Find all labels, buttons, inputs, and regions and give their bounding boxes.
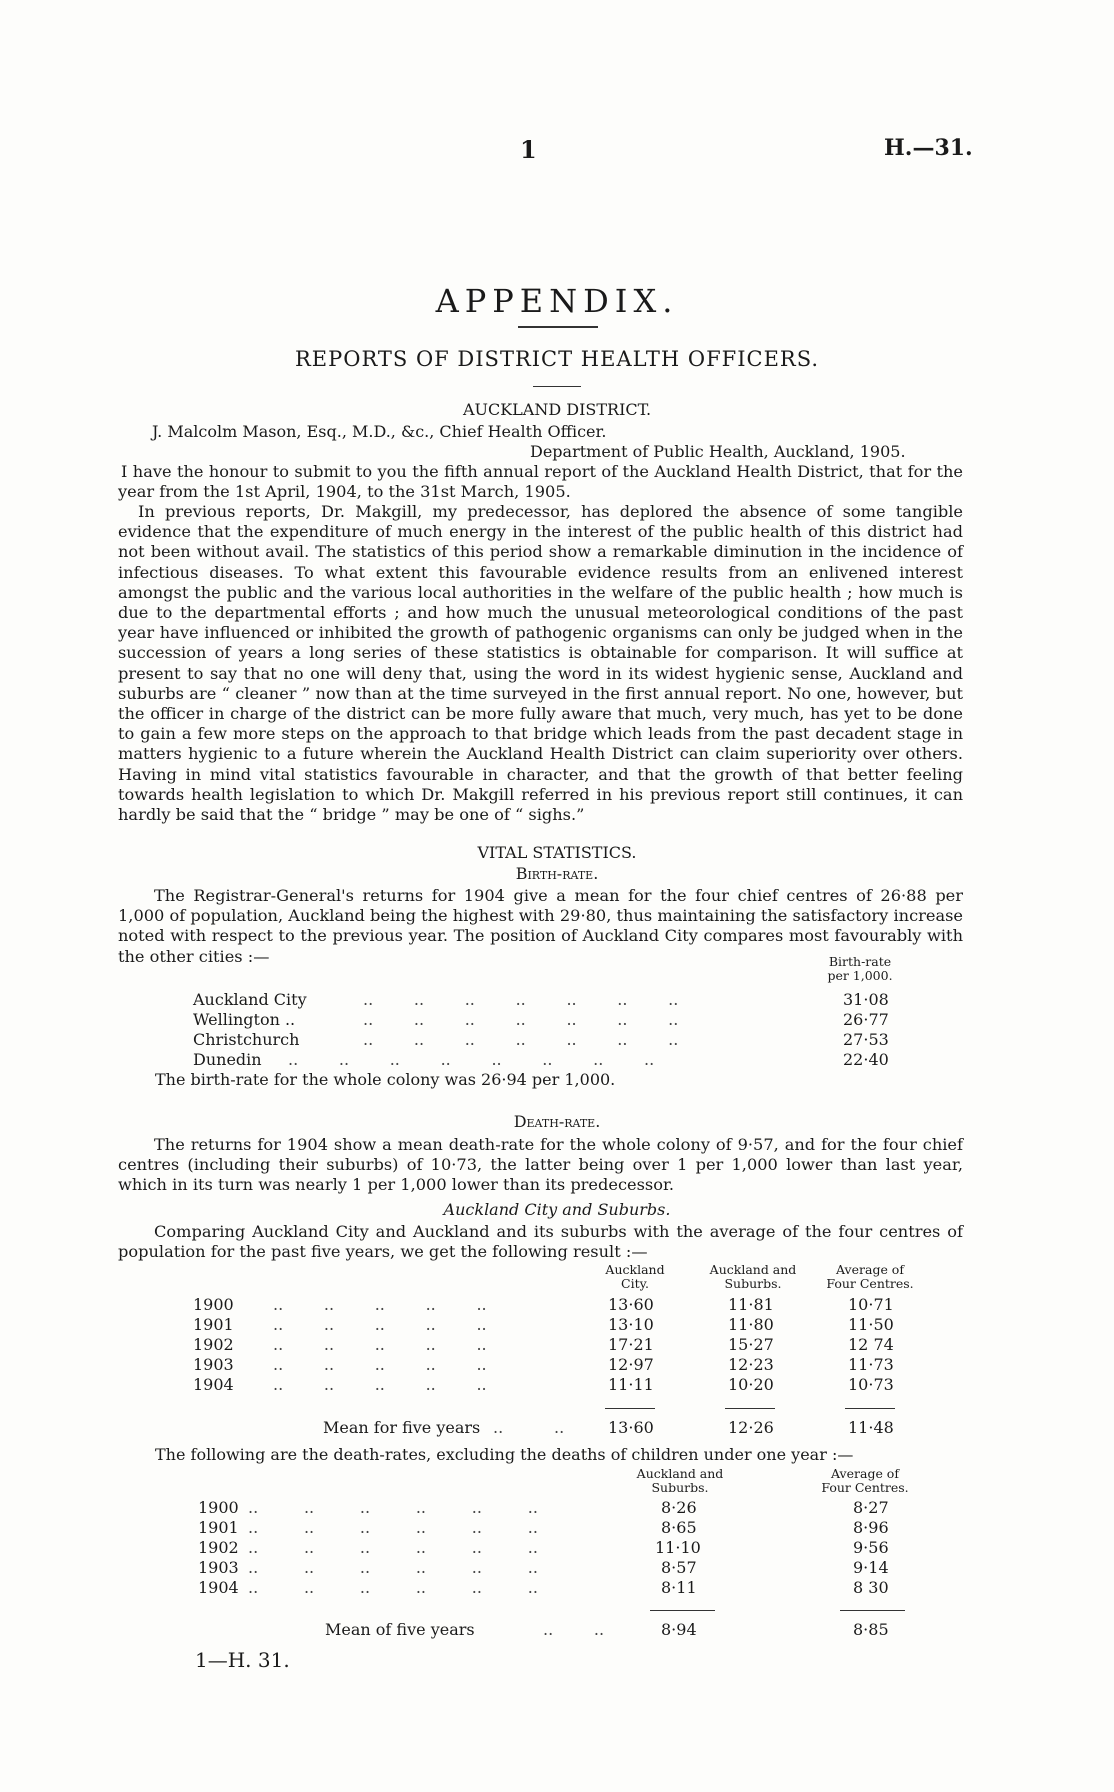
column-header-auckland-suburbs-2: Auckland and Suburbs.	[636, 1466, 724, 1495]
birth-column-header: Birth-rate per 1,000.	[827, 954, 893, 983]
page-title: APPENDIX.	[435, 282, 679, 320]
table-rule	[725, 1408, 775, 1409]
suburbs-heading: Auckland City and Suburbs.	[443, 1200, 671, 1219]
column-header-four-centres-2: Average of Four Centres.	[821, 1466, 909, 1495]
page-number: 1	[520, 135, 537, 164]
sender-line: Department of Public Health, Auckland, 1905.	[530, 442, 906, 461]
column-header-auckland-city: Auckland City.	[605, 1262, 665, 1291]
birth-rate-heading: Birth-rate.	[515, 864, 599, 883]
page-subtitle: REPORTS OF DISTRICT HEALTH OFFICERS.	[294, 347, 820, 371]
death-rate-paragraph: The returns for 1904 show a mean death-rate for the whole colony of 9·57, and for the four chief centres (including their suburbs) of 10·73, the latter being over 1 per 1,000 lower than last year, which in its turn was nearly 1 per 1,000 lower than its predecessor.	[118, 1135, 963, 1195]
table-rule	[650, 1610, 715, 1611]
page-footer: 1—H. 31.	[195, 1648, 290, 1672]
document-page: 1 H.—31. APPENDIX. REPORTS OF DISTRICT HEALTH OFFICERS. AUCKLAND DISTRICT. J. Malcolm Mason, Esq., M.D., &c., Chief Health Officer. Department of Public Health, Auckland, 1905. I have the honour to submit to you the fifth annual report of the Auckland Health District, that for the year from the 1st April, 1904, to the 31st March, 1905. In previous reports, Dr. Makgill, my predecessor, has deplored the absence of some tangible evidence that the expenditure of much energy in the interest of the public health of this district had not been without avail. The statistics of this period show a remarkable diminution in the incidence of infectious diseases. To what extent this favourable evidence results from an enlivened interest amongst the public and the various local authorities in the welfare of the public health ; how much is due to the departmental efforts ; and how much the unusual meteorological conditions of the past year have influenced or inhibited the growth of pathogenic organisms can only be judged when in the succession of years a long series of these statistics is obtainable for comparison. It will suffice at present to say that no one will deny that, using the word in its widest hygienic sense, Auckland and suburbs are “ cleaner ” now than at the time surveyed in the first annual report. No one, however, but the officer in charge of the district can be more fully aware that much, very much, has yet to be done to gain a few more steps on the approach to that bridge which leads from the past decadent stage in matters hygienic to a future wherein the Auckland Health District can claim superiority over others. Having in mind vital statistics favourable in character, and that the growth of that better feeling towards health legislation to which Dr. Makgill referred in his previous report still continues, it can hardly be said that the “ bridge ” may be one of “ sighs.” VITAL STATISTICS. Birth-rate. The Registrar-General's returns for 1904 give a mean for the four chief centres of 26·88 per 1,000 of population, Auckland being the highest with 29·80, thus maintaining the satisfactory increase noted with respect to the previous year. The position of Auckland City compares most favourably with the other cities :— Birth-rate per 1,000. Auckland City .. .. .. .. .. .. .. 31·08 Wellington .. .. .. .. .. .. .. .. 26·77 Christchurch .. .. .. .. .. .. .. 27·53 Dunedin .. .. .. .. .. .. .. .. 22·40 The birth-rate for the whole colony was 26·94 per 1,000. Death-rate. The returns for 1904 show a mean death-rate for the whole colony of 9·57, and for the four chief centres (including their suburbs) of 10·73, the latter being over 1 per 1,000 lower than last year, which in its turn was nearly 1 per 1,000 lower than its predecessor. Auckland City and Suburbs. Comparing Auckland City and Auckland and its suburbs with the average of the four centres of population for the past five years, we get the following result :— Auckland City. Auckland and Suburbs. Average of Four Centres. 1900 .. .. .. .. .. 13·60 11·81 10·71 1901 .. .. .. .. .. 13·10 11·80 11·50 1902 .. .. .. .. .. 17·21 15·27 12 74 1903 .. .. .. .. .. 12·97 12·23 11·73 1904 .. .. .. .. .. 11·11 10·20 10·73 Mean for five years .. .. 13·60 12·26 11·48 The following are the death-rates, excluding the deaths of children under one year :— Auckland and Suburbs. Average of Four Centres. 1900 .. .. .. .. .. .. 8·26 8·27 1901 .. .. .. .. .. .. 8·65 8·96 1902 .. .. .. .. .. .. 11·10 9·56 1903 .. .. .. .. .. .. 8·57 9·14 1904 .. .. .. .. .. .. 8·11 8 30 Mean of five years .. .. 8·94 8·85 1—H. 31.	[0, 0, 1114, 1792]
addressee-line: J. Malcolm Mason, Esq., M.D., &c., Chief Health Officer.	[152, 422, 607, 441]
column-header-auckland-suburbs: Auckland and Suburbs.	[709, 1262, 797, 1291]
death-rate-heading: Death-rate.	[513, 1112, 601, 1131]
opening-paragraph: I have the honour to submit to you the fifth annual report of the Auckland Health District, that for the year from the 1st April, 1904, to the 31st March, 1905.	[118, 462, 963, 502]
previous-reports-paragraph: In previous reports, Dr. Makgill, my predecessor, has deplored the absence of some tangible evidence that the expenditure of much energy in the interest of the public health of this district had not been without avail. The statistics of this period show a remarkable diminution in the incidence of infectious diseases. To what extent this favourable evidence results from an enlivened interest amongst the public and the various local authorities in the welfare of the public health ; how much is due to the departmental efforts ; and how much the unusual meteorological conditions of the past year have influenced or inhibited the growth of pathogenic organisms can only be judged when in the succession of years a long series of these statistics is obtainable for comparison. It will suffice at present to say that no one will deny that, using the word in its widest hygienic sense, Auckland and suburbs are “ cleaner ” now than at the time surveyed in the first annual report. No one, however, but the officer in charge of the district can be more fully aware that much, very much, has yet to be done to gain a few more steps on the approach to that bridge which leads from the past decadent stage in matters hygienic to a future wherein the Auckland Health District can claim superiority over others. Having in mind vital statistics favourable in character, and that the growth of that better feeling towards health legislation to which Dr. Makgill referred in his previous report still continues, it can hardly be said that the “ bridge ” may be one of “ sighs.”	[118, 502, 963, 825]
vital-statistics-heading: VITAL STATISTICS.	[477, 843, 637, 862]
district-heading: AUCKLAND DISTRICT.	[462, 400, 652, 419]
comparison-paragraph: Comparing Auckland City and Auckland and its suburbs with the average of the four centres of population for the past five years, we get the following result :—	[118, 1222, 963, 1262]
title-rule	[518, 326, 598, 328]
birth-rate-paragraph: The Registrar-General's returns for 1904 give a mean for the four chief centres of 26·88 per 1,000 of population, Auckland being the highest with 29·80, thus maintaining the satisfactory increase noted with respect to the previous year. The position of Auckland City compares most favourably with the other cities :—	[118, 886, 963, 966]
table-rule	[840, 1610, 905, 1611]
document-code: H.—31.	[884, 135, 973, 161]
excluding-children-line: The following are the death-rates, excluding the deaths of children under one year :—	[155, 1445, 854, 1464]
birth-colony-line: The birth-rate for the whole colony was 26·94 per 1,000.	[155, 1070, 616, 1089]
column-header-four-centres: Average of Four Centres.	[826, 1262, 914, 1291]
table-rule	[845, 1408, 895, 1409]
subtitle-rule	[533, 386, 581, 387]
table-rule	[605, 1408, 655, 1409]
